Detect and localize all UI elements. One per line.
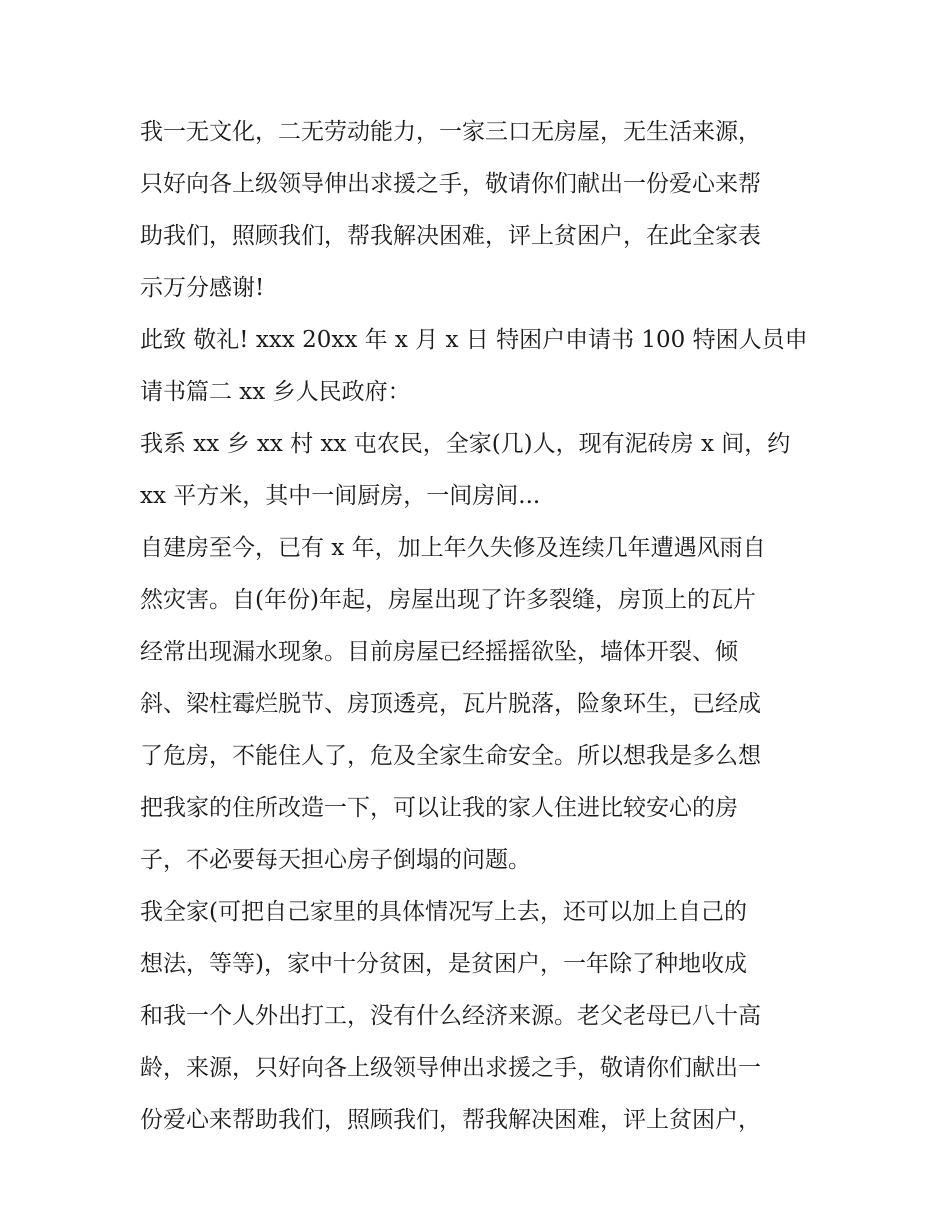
text-line: 龄，来源，只好向各上级领导伸出求援之手，敬请你们献出一 bbox=[140, 1055, 761, 1081]
text-line: 此致 敬礼! xxx 20xx 年 x 月 x 日 特困户申请书 100 特困人员申 bbox=[140, 327, 808, 353]
text-line: 把我家的住所改造一下，可以让我的家人住进比较安心的房 bbox=[140, 795, 738, 821]
text-line: 我一无文化，二无劳动能力，一家三口无房屋，无生活来源， bbox=[140, 119, 761, 145]
text-line: 和我一个人外出打工，没有什么经济来源。老父老母已八十高 bbox=[140, 1003, 761, 1029]
text-line: 我系 xx 乡 xx 村 xx 屯农民，全家(几)人，现有泥砖房 x 间，约 bbox=[140, 431, 791, 457]
text-line: 自建房至今，已有 x 年，加上年久失修及连续几年遭遇风雨自 bbox=[140, 535, 766, 561]
text-line: 助我们，照顾我们，帮我解决困难，评上贫困户，在此全家表 bbox=[140, 223, 761, 249]
text-line: 然灾害。自(年份)年起，房屋出现了许多裂缝，房顶上的瓦片 bbox=[140, 587, 756, 613]
text-line: 想法，等等)，家中十分贫困，是贫困户，一年除了种地收成 bbox=[140, 951, 747, 977]
text-line: 经常出现漏水现象。目前房屋已经摇摇欲坠，墙体开裂、倾 bbox=[140, 639, 738, 665]
text-line: 了危房，不能住人了，危及全家生命安全。所以想我是多么想 bbox=[140, 743, 761, 769]
text-line: 请书篇二 xx 乡人民政府： bbox=[140, 379, 411, 405]
text-line: 我全家(可把自己家里的具体情况写上去，还可以加上自己的 bbox=[140, 899, 747, 925]
text-line: 只好向各上级领导伸出求援之手，敬请你们献出一份爱心来帮 bbox=[140, 171, 761, 197]
text-line: 斜、梁柱霉烂脱节、房顶透亮，瓦片脱落，险象环生，已经成 bbox=[140, 691, 761, 717]
document-body bbox=[140, 106, 830, 1146]
text-line: 子，不必要每天担心房子倒塌的问题。 bbox=[140, 847, 531, 873]
text-line: 份爱心来帮助我们，照顾我们，帮我解决困难，评上贫困户， bbox=[140, 1107, 761, 1133]
text-line: 示万分感谢! bbox=[140, 275, 265, 301]
text-line: xx 平方米，其中一间厨房，一间房间... bbox=[140, 483, 541, 509]
